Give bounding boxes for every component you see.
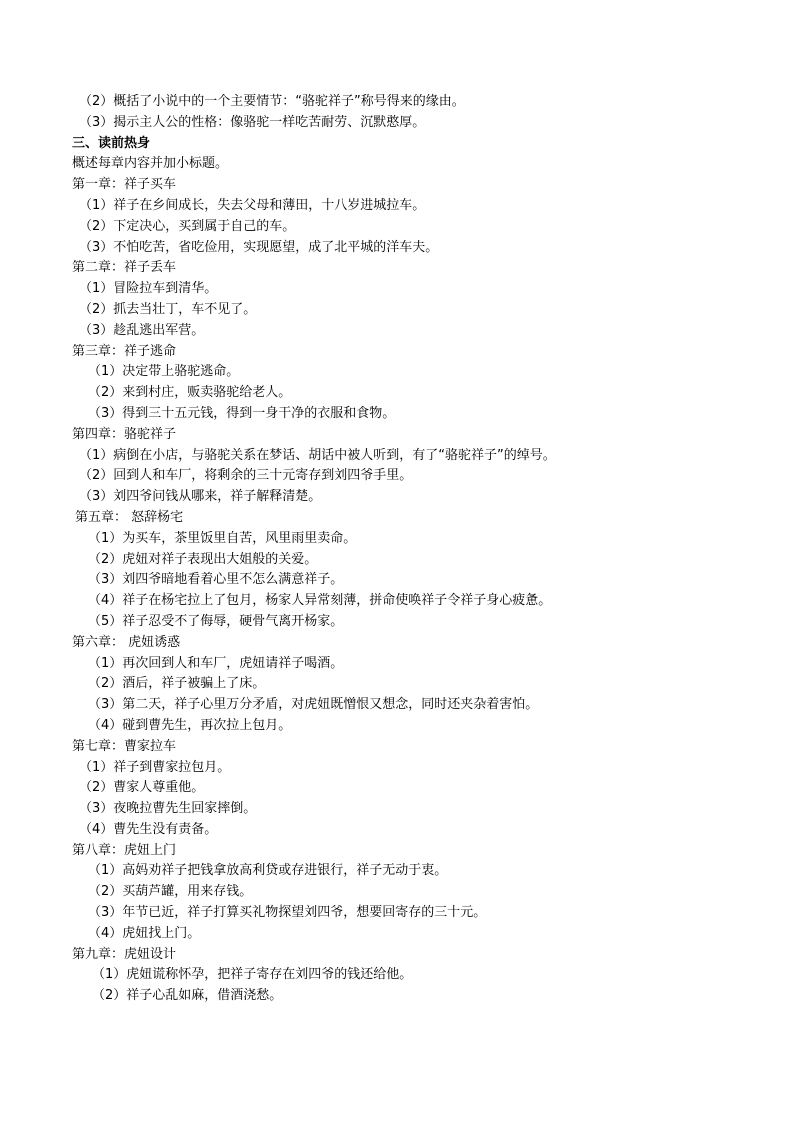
text-line: （1）冒险拉车到清华。	[79, 281, 218, 297]
text-line: （3）刘四爷问钱从哪来，祥子解释清楚。	[79, 489, 322, 505]
chapter-heading: 第二章：祥子丢车	[72, 260, 177, 276]
chapter-heading: 第一章：祥子买车	[72, 177, 177, 193]
text-line: （4）曹先生没有责备。	[79, 821, 218, 837]
text-line: （3）揭示主人公的性格：像骆驼一样吃苦耐劳、沉默憨厚。	[79, 114, 426, 130]
chapter-heading: 第七章：曹家拉车	[72, 738, 177, 754]
text-line: （5）祥子忍受不了侮辱，硬骨气离开杨家。	[88, 613, 344, 629]
chapter-heading: 第八章：虎妞上门	[72, 842, 177, 858]
text-line: （1）病倒在小店，与骆驼关系在梦话、胡话中被人听到，有了“骆驼祥子”的绰号。	[79, 447, 556, 463]
section-heading: 三、读前热身	[72, 135, 151, 151]
text-line: （2）来到村庄，贩卖骆驼给老人。	[88, 385, 292, 401]
text-line: （1）祥子到曹家拉包月。	[79, 759, 231, 775]
text-line: （2）酒后，祥子被骗上了床。	[88, 676, 266, 692]
chapter-heading: 第三章：祥子逃命	[72, 343, 177, 359]
text-line: （1）再次回到人和车厂，虎妞请祥子喝酒。	[88, 655, 344, 671]
text-line: （1）高妈劝祥子把钱拿放高利贷或存进银行，祥子无动于衷。	[88, 863, 448, 879]
text-line: （2）祥子心乱如麻，借酒浇愁。	[92, 988, 283, 1004]
text-line: （3）夜晚拉曹先生回家摔倒。	[79, 801, 257, 817]
text-line: （1）祥子在乡间成长，失去父母和薄田，十八岁进城拉车。	[79, 197, 426, 213]
chapter-heading: 第六章： 虎妞诱惑	[72, 634, 181, 650]
text-line: （3）趁乱逃出军营。	[79, 322, 205, 338]
text-line: （3）刘四爷暗地看着心里不怎么满意祥子。	[88, 572, 344, 588]
text-line: （2）曹家人尊重他。	[79, 780, 205, 796]
text-line: （3）年节已近，祥子打算买礼物探望刘四爷，想要回寄存的三十元。	[88, 905, 487, 921]
text-line: （1）虎妞谎称怀孕，把祥子寄存在刘四爷的钱还给他。	[92, 967, 413, 983]
chapter-heading: 第五章： 怒辞杨宅	[75, 509, 184, 525]
chapter-heading: 第四章：骆驼祥子	[72, 426, 177, 442]
text-line: （2）下定决心，买到属于自己的车。	[79, 218, 296, 234]
text-line: （3）不怕吃苦，省吃俭用，实现愿望，成了北平城的洋车夫。	[79, 239, 439, 255]
text-line: （1）决定带上骆驼逃命。	[88, 364, 240, 380]
text-line: （2）虎妞对祥子表现出大姐般的关爱。	[88, 551, 318, 567]
text-line: （3）得到三十五元钱，得到一身干净的衣服和食物。	[88, 405, 396, 421]
text-line: （2）回到人和车厂，将剩余的三十元寄存到刘四爷手里。	[79, 468, 413, 484]
text-line: 概述每章内容并加小标题。	[72, 156, 229, 172]
document-body	[0, 92, 794, 1007]
text-line: （4）祥子在杨宅拉上了包月，杨家人异常刻薄，拼命使唤祥子令祥子身心疲惫。	[88, 593, 552, 609]
text-line: （2）抓去当壮丁，车不见了。	[79, 301, 257, 317]
text-line: （2）概括了小说中的一个主要情节：“骆驼祥子”称号得来的缘由。	[79, 94, 465, 109]
text-line: （4）虎妞找上门。	[88, 925, 201, 941]
text-line: （2）买葫芦罐，用来存钱。	[88, 884, 253, 900]
text-line: （3）第二天，祥子心里万分矛盾，对虎妞既憎恨又想念，同时还夹杂着害怕。	[88, 697, 539, 713]
chapter-heading: 第九章：虎妞设计	[72, 946, 177, 962]
text-line: （4）碰到曹先生，再次拉上包月。	[88, 717, 292, 733]
text-line: （1）为买车，茶里饭里自苦，风里雨里卖命。	[88, 530, 357, 546]
